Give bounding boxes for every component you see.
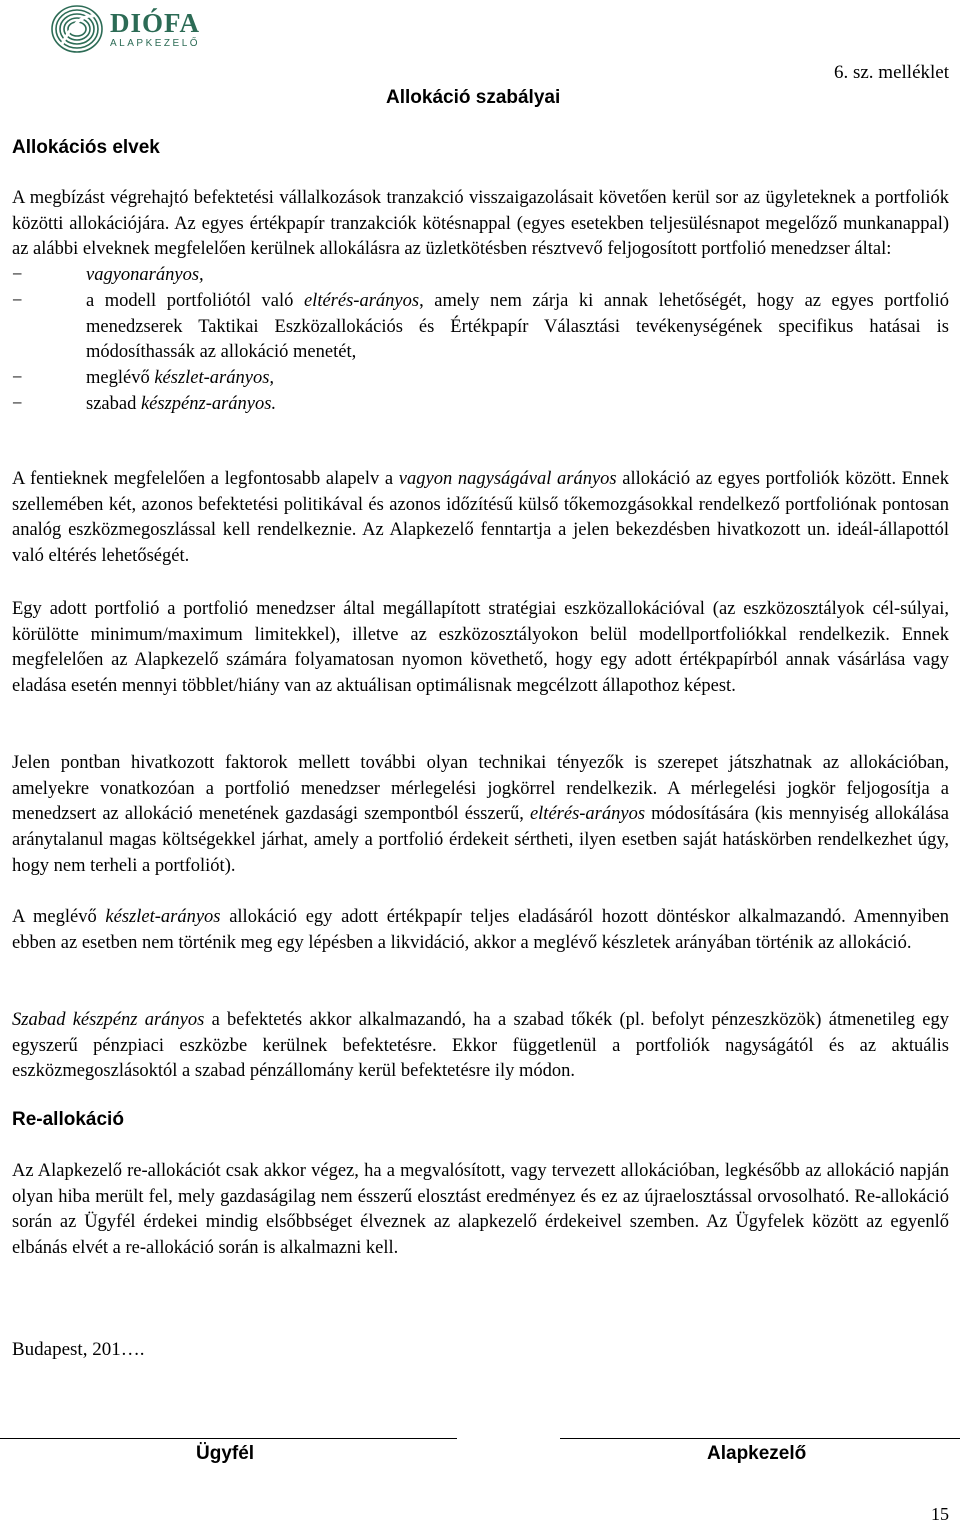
list-item: − a modell portfoliótól való eltérés-arányos, amely nem zárja ki annak lehetőségét, hogy az egyes portfolió menedzserek Taktikai Eszközallokációs és Értékpapír Választási tevékenységének specifikus hatásai is módosíthassák az allokáció menetét, — [12, 289, 949, 366]
list-item: − meglévő készlet-arányos, — [12, 366, 949, 392]
company-logo — [50, 4, 200, 54]
paragraph-cash-proportional: Szabad készpénz arányos a befektetés akkor alkalmazandó, ha a szabad tőkék (pl. befolyt pénzeszközök) átmenetileg egy egyszerű pénzpiaci eszközbe kerülnek befektetésre. Ekkor függetlenül a portfoliók nagyságától és az aktuális eszközmegoszlásoktól a szabad pénzállomány kerül befektetésre ily módon. — [12, 1010, 950, 1082]
signature-label-fund-manager: Alapkezelő — [707, 1443, 807, 1464]
paragraph-reallocation: Az Alapkezelő re-allokációt csak akkor végez, ha a megvalósított, vagy tervezett allokációban, legkésőbb az allokáció napján olyan hiba merült fel, mely gazdaságilag nem ésszerű elosztást eredményez és ez az újraelosztással orvosolható. Re-allokáció során az Ügyfél érdekei mindig elsőbbséget élveznek az alapkezelő érdekeivel szemben. Az Ügyfelek között az egyenlő elbánás elvét a re-allokáció során is alkalmazni kell. — [12, 1161, 949, 1259]
logo-emblem-icon — [50, 4, 104, 54]
paragraph-asset-proportional: A fentieknek megfelelően a legfontosabb alapelv a vagyon nagyságával arányos allokáció az egyes portfoliók között. Ennek szellemében két, azonos befektetési politikával és azonos időzítésű külső tőkemozgásokkal rendelkező portfoliónak pontosan analóg eszközmegoszlással kell rendelkeznie. Az Alapkezelő fenntartja a jelen bekezdésben hivatkozott un. ideál-állapottól való eltérés lehetőségét. — [12, 469, 949, 567]
logo-name: DIÓFA — [110, 7, 200, 38]
signature-line-fund-manager — [560, 1438, 960, 1439]
paragraph-technical-factors: Jelen pontban hivatkozott faktorok mellett további olyan technikai tényezők is szerepet játszhatnak az allokációban, amelyekre vonatkozóan a portfolió menedzser mérlegelési jogkörrel rendelkezik. A mérlegelési jogkör feljogosítja a menedzsert az allokáció menetének gazdasági szempontból ésszerű, eltérés-arányos módosítására (kis mennyiség allokálása aránytalanul magas költségekkel járhat, amely a portfolió érdekeit sértheti, ilyen esetben saját hatáskörben rendelkezhet úgy, hogy nem terheli a portfoliót). — [12, 753, 949, 876]
allocation-principles-list — [12, 263, 949, 417]
intro-paragraph: A megbízást végrehajtó befektetési vállalkozások tranzakció visszaigazolásait követően kerül sor az ügyleteknek a portfoliók közötti allokációjára. Az egyes értékpapír tranzakciók kötésnappal (egyes esetekben teljesülésnapot megelőző munkanappal) az alábbi elveknek megfelelően kerülnek allokálásra az üzletkötésben résztvevő feljogosított portfolió menedzser által: — [12, 188, 949, 260]
page-number: 15 — [931, 1504, 949, 1524]
list-item: − szabad készpénz-arányos. — [12, 392, 949, 418]
attachment-label: 6. sz. melléklet — [833, 62, 949, 83]
logo-subtitle: ALAPKEZELŐ — [110, 37, 201, 49]
list-item: − vagyonarányos, — [12, 263, 949, 289]
place-date: Budapest, 201…. — [12, 1339, 145, 1360]
paragraph-strategic-allocation: Egy adott portfolió a portfolió menedzser által megállapított stratégiai eszközallokációval (az eszközosztályok cél-súlyai, körülötte minimum/maximum limitekkel), illetve az eszközosztályokon belül modellportfoliókkal rendelkezik. Ennek megfelelően az Alapkezelő számára folyamatosan nyomon követhető, hogy egy adott értékpapírból annak vásárlása vagy eladása esetén mennyi többlet/hiány van az aktuálisan optimálisnak megcélzott állapothoz képest. — [12, 599, 949, 697]
section-heading-reallocation: Re-allokáció — [12, 1109, 124, 1130]
section-allocation-principles-body — [12, 186, 949, 417]
signature-label-client: Ügyfél — [196, 1443, 255, 1464]
section-heading-allocation-principles: Allokációs elvek — [12, 137, 160, 158]
signature-line-client — [0, 1438, 457, 1439]
paragraph-stock-proportional: A meglévő készlet-arányos allokáció egy adott értékpapír teljes eladásáról hozott döntéskor alkalmazandó. Amennyiben ebben az esetben nem történik meg egy lépésben a likvidáció, akkor a meglévő készletek arányában történik az allokáció. — [12, 907, 949, 953]
document-title: Allokáció szabályai — [386, 87, 561, 108]
